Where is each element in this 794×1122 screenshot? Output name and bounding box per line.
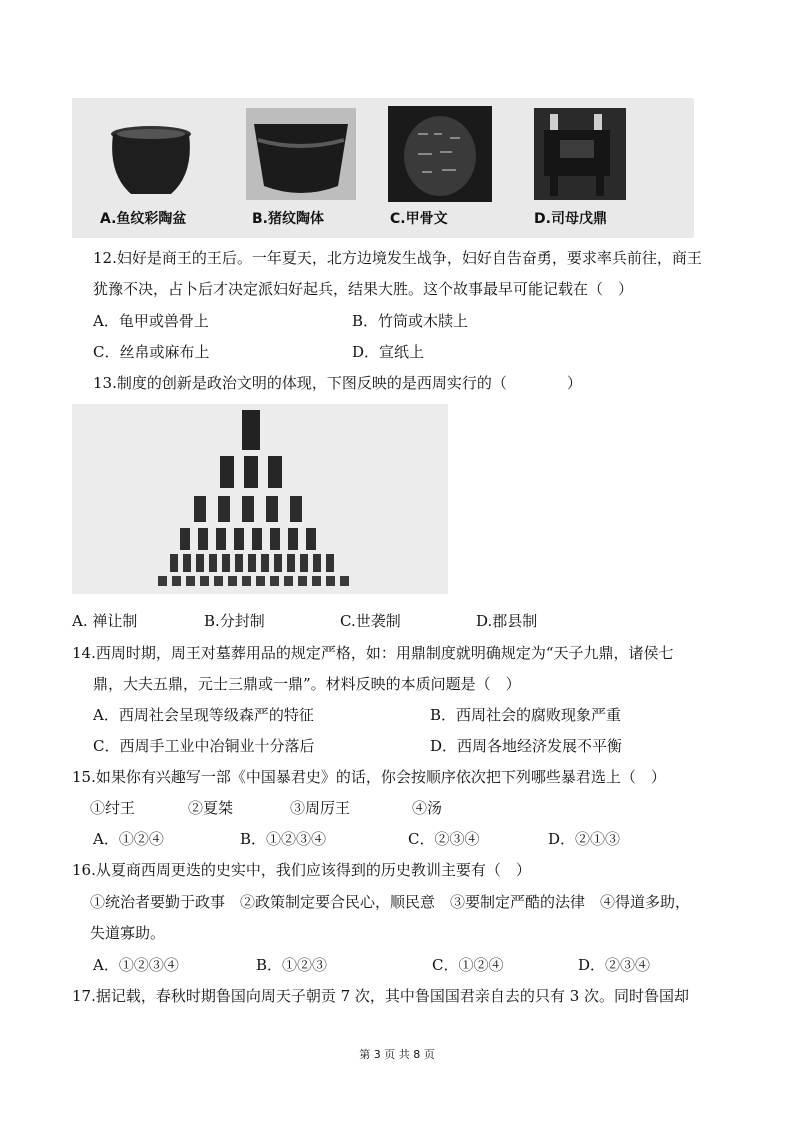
q12-option-a: A．龟甲或兽骨上 [93, 312, 209, 330]
q14-stem-line-2: 鼎，大夫五鼎，元士三鼎或一鼎”。材料反映的本质问题是（ ） [93, 675, 521, 693]
q16-option-d: D．②③④ [578, 956, 651, 974]
q11-caption-b: B.猪纹陶体 [252, 211, 324, 227]
q13-stem: 13.制度的创新是政治文明的体现，下图反映的是西周实行的（ ） [93, 374, 582, 392]
painted-pottery-basin-icon [96, 104, 206, 204]
q16-option-b: B．①②③ [256, 956, 328, 974]
q14-option-b: B．西周社会的腐败现象严重 [430, 706, 622, 724]
q14-stem-line-1: 14.西周时期，周王对墓葬用品的规定严格，如：用鼎制度就明确规定为“天子九鼎，诸侯七 [72, 644, 674, 662]
q14-option-c: C．西周手工业中冶铜业十分落后 [93, 737, 315, 755]
page-number-footer: 第 3 页 共 8 页 [359, 1048, 435, 1061]
pig-pattern-pottery-icon [246, 104, 356, 204]
q13-option-d: D.郡县制 [476, 612, 538, 630]
q11-caption-c: C.甲骨文 [390, 211, 448, 227]
q14-option-a: A．西周社会呈现等级森严的特征 [93, 706, 314, 724]
q15-item-1: ①纣王 [90, 799, 136, 817]
q15-option-c: C．②③④ [408, 830, 480, 848]
q16-option-a: A．①②③④ [93, 956, 179, 974]
oracle-bone-icon [388, 104, 498, 204]
q13-option-b: B.分封制 [204, 612, 265, 630]
q12-option-d: D．宣纸上 [352, 343, 425, 361]
q12-option-c: C．丝帛或麻布上 [93, 343, 210, 361]
q15-item-3: ③周厉王 [290, 799, 351, 817]
simuwu-ding-icon [534, 104, 644, 204]
q16-option-c: C．①②④ [432, 956, 504, 974]
q13-option-a: A. 禅让制 [72, 612, 138, 630]
q11-caption-d: D.司母戊鼎 [534, 211, 607, 227]
q15-item-2: ②夏桀 [188, 799, 234, 817]
hierarchy-pyramid-image [72, 404, 448, 594]
social-hierarchy-pyramid-icon [72, 404, 448, 594]
q11-image-strip [72, 98, 694, 238]
q16-items-line-1: ①统治者要勤于政事 ②政策制定要合民心，顺民意 ③要制定严酷的法律 ④得道多助， [90, 893, 691, 911]
q11-caption-a: A.鱼纹彩陶盆 [100, 211, 187, 227]
q15-option-a: A．①②④ [93, 830, 164, 848]
q12-stem-line-1: 12.妇好是商王的王后。一年夏天，北方边境发生战争，妇好自告奋勇，要求率兵前往，商王 [93, 249, 702, 267]
q13-option-c: C.世袭制 [340, 612, 401, 630]
q16-items-line-2: 失道寡助。 [90, 924, 166, 942]
q15-stem: 15.如果你有兴趣写一部《中国暴君史》的话，你会按顺序依次把下列哪些暴君选上（ ） [72, 768, 666, 786]
q14-option-d: D．西周各地经济发展不平衡 [430, 737, 623, 755]
q17-stem-line-1: 17.据记载，春秋时期鲁国向周天子朝贡 7 次，其中鲁国国君亲自去的只有 3 次。同时鲁国却 [72, 987, 690, 1005]
q12-option-b: B．竹筒或木牍上 [352, 312, 469, 330]
q15-item-4: ④汤 [412, 799, 443, 817]
q15-option-b: B．①②③④ [240, 830, 327, 848]
q16-stem: 16.从夏商西周更迭的史实中，我们应该得到的历史教训主要有（ ） [72, 861, 531, 879]
q15-option-d: D．②①③ [548, 830, 621, 848]
q12-stem-line-2: 犹豫不决，占卜后才决定派妇好起兵，结果大胜。这个故事最早可能记载在（ ） [93, 280, 634, 298]
